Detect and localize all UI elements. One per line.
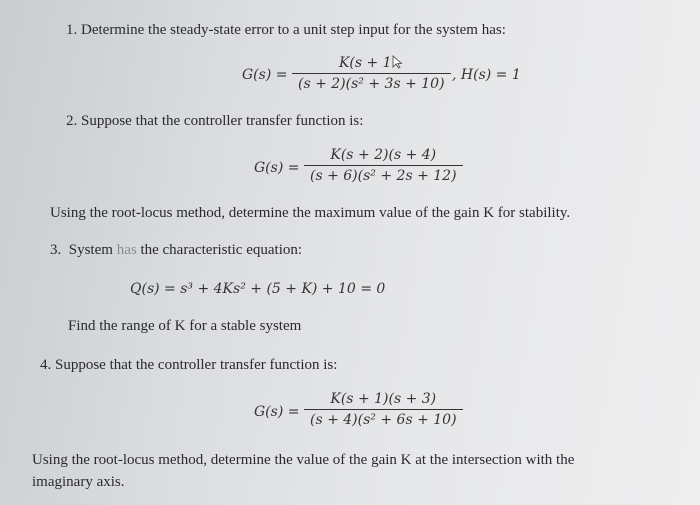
q2-lhs: G(s) = [254, 160, 300, 176]
q2-fraction [304, 147, 463, 184]
question-1-text: 1. Determine the steady-state error to a unit step input for the system has: [66, 22, 506, 38]
q4-denominator: (s + 4)(s² + 6s + 10) [304, 409, 463, 428]
question-4-instruction-line1: Using the root-locus method, determine the value of the gain K at the intersection with the [32, 452, 575, 468]
q4-fraction [304, 391, 463, 428]
question-2-text: 2. Suppose that the controller transfer function is: [66, 113, 364, 129]
q1-numerator: K(s + 1 [333, 55, 410, 73]
question-3-text: 3. System has the characteristic equation: [50, 242, 303, 258]
q1-denominator: (s + 2)(s² + 3s + 10) [292, 73, 451, 92]
q1-feedback: , H(s) = 1 [452, 67, 521, 83]
mouse-cursor-icon [392, 55, 404, 69]
question-2-instruction: Using the root-locus method, determine the maximum value of the gain K for stability. [50, 205, 571, 221]
question-3-instruction: Find the range of K for a stable system [68, 318, 302, 334]
q1-fraction [292, 55, 451, 92]
question-4-instruction-line2: imaginary axis. [32, 474, 125, 490]
q2-denominator: (s + 6)(s² + 2s + 12) [304, 165, 463, 184]
q4-numerator: K(s + 1)(s + 3) [330, 391, 437, 407]
q2-numerator: K(s + 2)(s + 4) [330, 147, 437, 163]
question-4-text: 4. Suppose that the controller transfer function is: [40, 357, 338, 373]
q3-characteristic-equation: Q(s) = s³ + 4Ks² + (5 + K) + 10 = 0 [130, 281, 386, 297]
q4-lhs: G(s) = [254, 404, 300, 420]
q1-lhs: G(s) = [242, 67, 288, 83]
